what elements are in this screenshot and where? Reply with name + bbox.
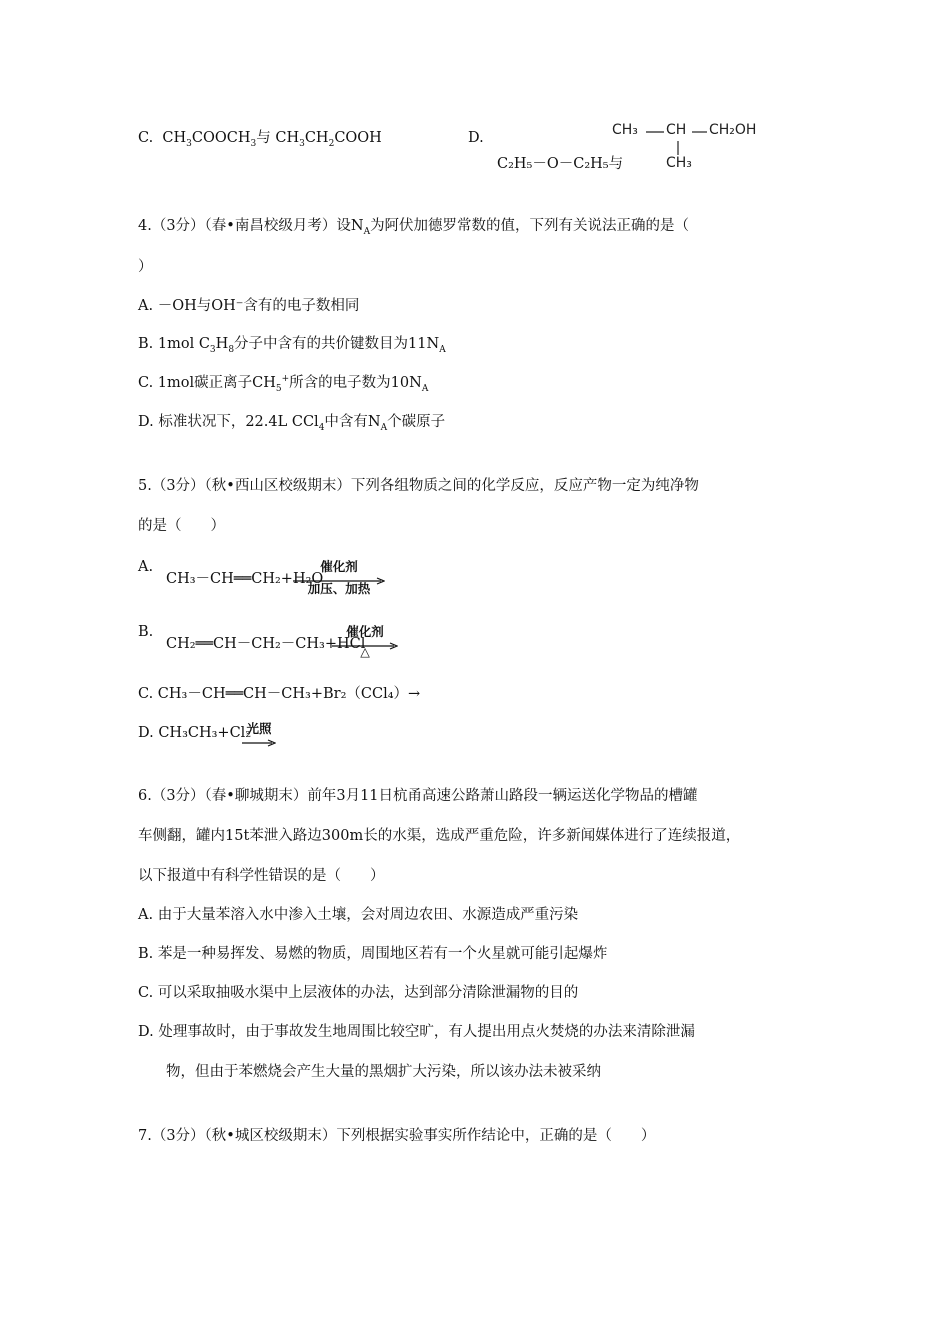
q4-stem: 4.（3分）（春•南昌校级月考）设$N_A$为阿伏加德罗常数的值，下列有关说法正确的是（	[138, 218, 690, 237]
q6-stem-line1: 6.（3分）（春•聊城期末）前年3月11日杭甬高速公路萧山路段一辆运送化学物品的槽罐	[138, 788, 698, 804]
struct-ch3-branch: CH₃	[666, 155, 692, 171]
q5-option-b-text: CH₂══CH－CH₂－CH₃+HCl	[166, 636, 366, 652]
q4-option-a: A. －OH与OH⁻含有的电子数相同	[138, 298, 360, 314]
q5-option-a-condition	[293, 557, 385, 597]
q3-option-c: C. $CH_3COOCH_3$与 $CH_3CH_2COOH$	[138, 130, 382, 149]
q6-option-d-line2: 物，但由于苯燃烧会产生大量的黑烟扩大污染，所以该办法未被采纳	[166, 1064, 601, 1080]
q4-stem-close: ）	[138, 259, 153, 275]
struct-ch3-left: CH₃	[612, 122, 638, 138]
q6-stem-line2: 车侧翻，罐内15t苯泄入路边300m长的水渠，选成严重危险，许多新闻媒体进行了连续报道，	[138, 828, 741, 844]
q3-option-d-text: C₂H₅－O－C₂H₅与	[497, 156, 624, 172]
q5-option-a-text: CH₃－CH══CH₂+H₂O	[166, 571, 324, 587]
q4-option-b: B. 1mol $C_3H_8$分子中含有的共价键数目为$11N_A$	[138, 336, 446, 355]
q7-stem: 7.（3分）（秋•城区校级期末）下列根据实验事实所作结论中，正确的是（ ）	[138, 1128, 656, 1144]
q6-option-a: A. 由于大量苯溶入水中渗入土壤，会对周边农田、水源造成严重污染	[138, 907, 579, 923]
q5-a-cond-top: 催化剂	[320, 559, 358, 574]
q5-option-d-condition	[242, 719, 276, 759]
q5-stem-line1: 5.（3分）（秋•西山区校级期末）下列各组物质之间的化学反应，反应产物一定为纯净物	[138, 478, 699, 494]
q5-option-a-label: A.	[138, 559, 154, 575]
q5-stem-line2: 的是（ ）	[138, 518, 225, 534]
q5-option-b-condition	[332, 622, 398, 662]
struct-ch2oh: CH₂OH	[709, 122, 757, 138]
q5-option-b-label: B.	[138, 624, 154, 640]
reaction-arrow-icon	[242, 738, 276, 748]
q5-b-cond-bottom: △	[360, 644, 370, 659]
struct-ch: CH	[666, 122, 687, 138]
q5-d-cond-top: 光照	[246, 721, 272, 736]
q3-option-d-label: D.	[468, 130, 484, 146]
q5-b-cond-top: 催化剂	[346, 624, 384, 639]
q5-option-c: C. CH₃－CH══CH－CH₃+Br₂（CCl₄）→	[138, 686, 421, 702]
q6-option-c: C. 可以采取抽吸水渠中上层液体的办法，达到部分清除泄漏物的目的	[138, 985, 579, 1001]
q6-stem-line3: 以下报道中有科学性错误的是（ ）	[138, 868, 385, 884]
q3-structural-formula	[612, 122, 777, 174]
q6-option-d-line1: D. 处理事故时，由于事故发生地周围比较空旷，有人提出用点火焚烧的办法来清除泄漏	[138, 1024, 695, 1040]
q5-a-cond-bottom: 加压、加热	[307, 581, 371, 596]
q5-option-d-text: D. CH₃CH₃+Cl₂	[138, 725, 252, 741]
q4-option-d: D. 标准状况下，22.4L CCl$_4$中含有$N_A$个碳原子	[138, 414, 446, 433]
q6-option-b: B. 苯是一种易挥发、易燃的物质，周围地区若有一个火星就可能引起爆炸	[138, 946, 608, 962]
q4-option-c: C. 1mol碳正离子$CH_5^+$所含的电子数为$10N_A$	[138, 374, 429, 394]
